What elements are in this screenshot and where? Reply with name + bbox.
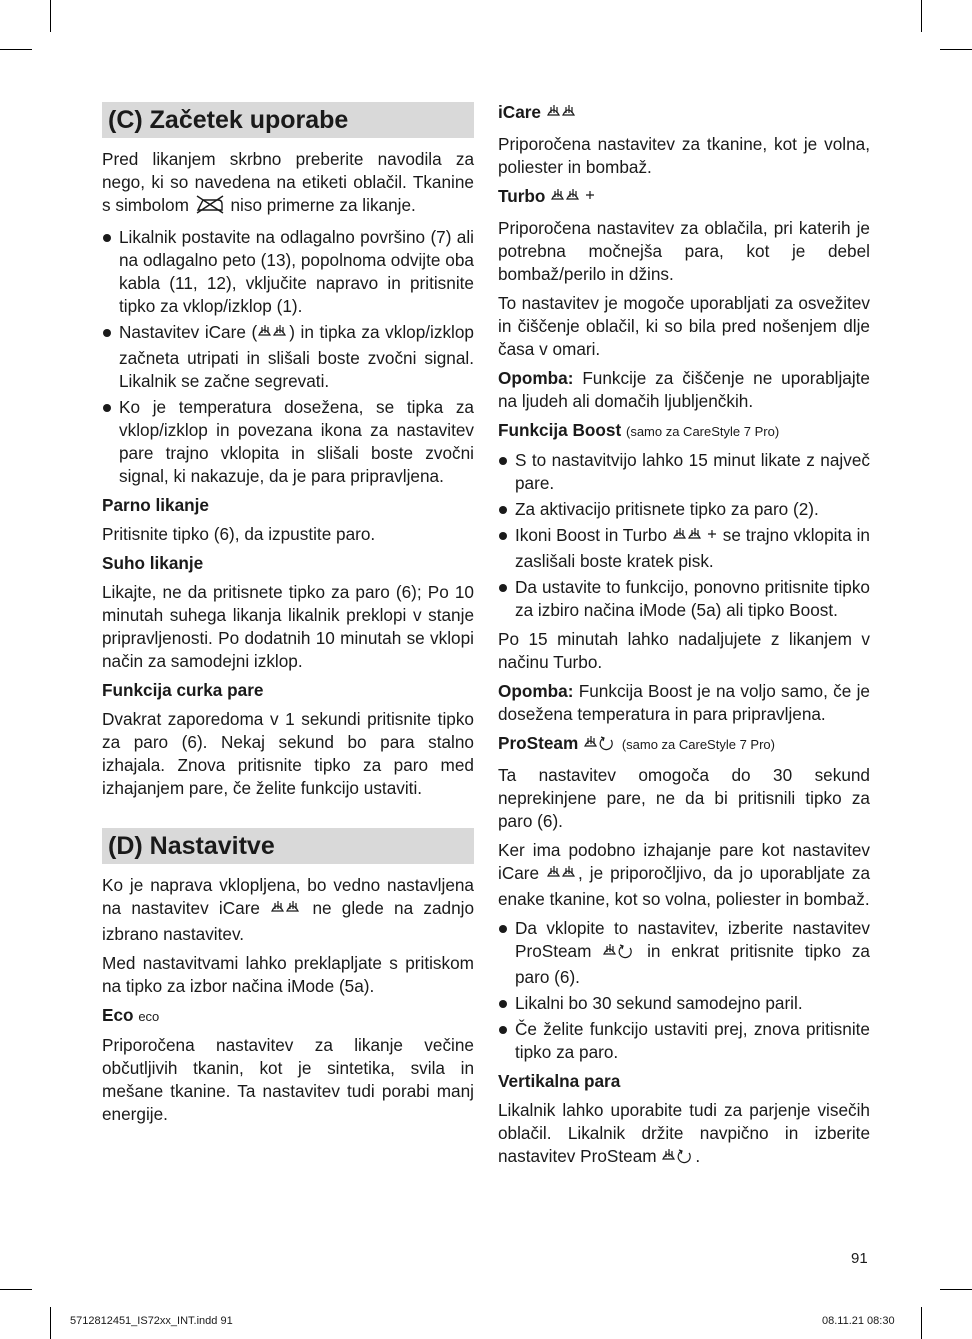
- list-item: Če želite funkcijo ustaviti prej, znova pritisnite tipko za paro.: [498, 1018, 870, 1064]
- prosteam-text-2: Ker ima podobno izhajanje pare kot nastavitev iCare , je priporočljivo, da jo uporabljate za enake tkanine, kot so volna, poliester in bombaž.: [498, 840, 871, 909]
- settings-switch-paragraph: Med nastavitvami lahko preklapljate s pritiskom na tipko za izbor načina iMode (5a).: [102, 953, 474, 996]
- prosteam-icon: [602, 942, 636, 966]
- footer-datetime: 08.11.21 08:30: [822, 1315, 895, 1327]
- list-item: S to nastavitvijo lahko 15 minut likate z največ pare.: [498, 449, 870, 495]
- left-column: [102, 102, 474, 1132]
- curek-text: Dvakrat zaporedoma v 1 sekundi pritisnite tipko za paro (6). Nekaj sekund bo para stalno izhajala. Znova pritisnite tipko za paro med izhajanjem pare, če želite funkcijo ustaviti.: [102, 709, 474, 798]
- crop-mark: [921, 0, 922, 32]
- crop-mark: [0, 1289, 32, 1290]
- note-1: Opomba: Funkcije za čiščenje ne uporabljajte na ljudeh ali domačih ljubljenčkih.: [498, 368, 870, 411]
- vertical-steam-text: Likalnik lahko uporabite tudi za parjenje visečih oblačil. Likalnik držite navpično in izberite nastavitev ProSteam .: [498, 1099, 870, 1171]
- list-item: Ko je temperatura dosežena, se tipka za vklop/izklop in povezana ikona za nastavitev pare trajno vklopita in slišali boste zvočni signal, ki nakazuje, da je para pripravljena.: [102, 396, 474, 488]
- prosteam-note: (samo za CareStyle 7 Pro): [621, 737, 775, 752]
- list-item: Ikoni Boost in Turbo se trajno vklopita in zaslišali boste kratek pisk.: [498, 524, 870, 573]
- note-2: Opomba: Funkcija Boost je na voljo samo, če je dosežena temperatura in para pripravljena.: [498, 681, 870, 724]
- eco-label: eco: [138, 1009, 160, 1024]
- crop-mark: [0, 49, 32, 50]
- turbo-steam-icon: [672, 526, 718, 550]
- eco-title: Eco eco: [102, 1005, 160, 1025]
- list-item: Da vklopite to nastavitev, izberite nastavitev ProSteam in enkrat pritisnite tipko za paro (6).: [498, 917, 870, 989]
- turbo-text-2: To nastavitev je mogoče uporabljati za osvežitev in čiščenje oblačil, ki so bila pred nošenjem dlje časa v omari.: [498, 293, 870, 359]
- crop-mark: [940, 49, 972, 50]
- boost-list: [498, 449, 870, 622]
- no-iron-symbol-icon: [194, 194, 226, 220]
- start-steps-list: [102, 226, 474, 488]
- parno-text: Pritisnite tipko (6), da izpustite paro.: [102, 524, 376, 544]
- intro-paragraph: Pred likanjem skrbno preberite navodila za nego, ki so navedena na etiketi oblačil. Tkanine s simbolom niso primerne za likanje.: [102, 148, 474, 220]
- list-item: Likalni bo 30 sekund samodejno paril.: [498, 992, 870, 1015]
- turbo-steam-icon: [550, 187, 596, 211]
- turbo-text: Priporočena nastavitev za oblačila, pri katerih je potrebna močnejša para, kot je debel bombaž/perilo in džins.: [498, 218, 870, 284]
- boost-title: Funkcija Boost (samo za CareStyle 7 Pro): [498, 420, 780, 440]
- prosteam-icon: [583, 734, 617, 758]
- crop-mark: [921, 1307, 922, 1339]
- settings-paragraph: Ko je naprava vklopljena, bo vedno nastavljena na nastavitev iCare ne glede na zadnjo izbrano nastavitev.: [102, 875, 474, 944]
- turbo-title: Turbo: [498, 185, 870, 211]
- icare-title: iCare: [498, 101, 870, 127]
- eco-text: Priporočena nastavitev za likanje večine občutljivih tkanin, kot je sintetika, svila in mešane tkanine. Ta nastavitev tudi porabi manj energije.: [102, 1035, 474, 1124]
- footer-file: 5712812451_IS72xx_INT.indd 91: [70, 1315, 233, 1327]
- boost-after: Po 15 minutah lahko nadaljujete z likanjem v načinu Turbo.: [498, 629, 870, 672]
- crop-mark: [50, 0, 51, 32]
- right-column: [498, 101, 870, 1177]
- prosteam-text-1: Ta nastavitev omogoča do 30 sekund neprekinjene pare, ne da bi pritisnili tipko za paro (6).: [498, 765, 870, 831]
- boost-note: (samo za CareStyle 7 Pro): [625, 424, 780, 439]
- prosteam-title: ProSteam (samo za CareStyle 7 Pro): [498, 732, 870, 758]
- list-item: Likalnik postavite na odlagalno površino (7) ali na odlagalno peto (13), popolnoma odvijte oba kabla (11, 12), vključite napravo in pritisnite tipko za vklop/izklop (1).: [102, 226, 474, 318]
- vertical-steam-title: Vertikalna para: [498, 1071, 621, 1091]
- suho-text: Likajte, ne da pritisnete tipko za paro (6); Po 10 minutah suhega likanja likalnik preklopi v stanje pripravljenosti. Po dodatnih 10 minutah se vklopi način za samodejni izklop.: [102, 582, 474, 671]
- page-number: 91: [851, 1250, 868, 1267]
- section-c-title: (C) Začetek uporabe: [102, 102, 474, 138]
- icare-steam-icon: [546, 864, 578, 888]
- list-item: Nastavitev iCare ( ) in tipka za vklop/izklop začneta utripati in slišali boste zvočni signal. Likalnik se začne segrevati.: [102, 321, 474, 393]
- crop-mark: [940, 1289, 972, 1290]
- prosteam-list: [498, 917, 870, 1064]
- curek-title: Funkcija curka pare: [102, 680, 264, 700]
- spacer: [102, 806, 474, 828]
- icare-text: Priporočena nastavitev za tkanine, kot je volna, poliester in bombaž.: [498, 134, 870, 177]
- list-item: Da ustavite to funkcijo, ponovno pritisnite tipko za izbiro načina iMode (5a) ali tipko Boost.: [498, 576, 870, 622]
- icare-steam-icon: [257, 323, 289, 347]
- prosteam-icon: [661, 1147, 695, 1171]
- crop-mark: [50, 1307, 51, 1339]
- icare-steam-icon: [546, 103, 578, 127]
- icare-steam-icon: [270, 899, 302, 923]
- parno-title: Parno likanje: [102, 495, 209, 515]
- list-item: Za aktivacijo pritisnete tipko za paro (2).: [498, 498, 870, 521]
- suho-title: Suho likanje: [102, 553, 204, 573]
- section-d-title: (D) Nastavitve: [102, 828, 474, 864]
